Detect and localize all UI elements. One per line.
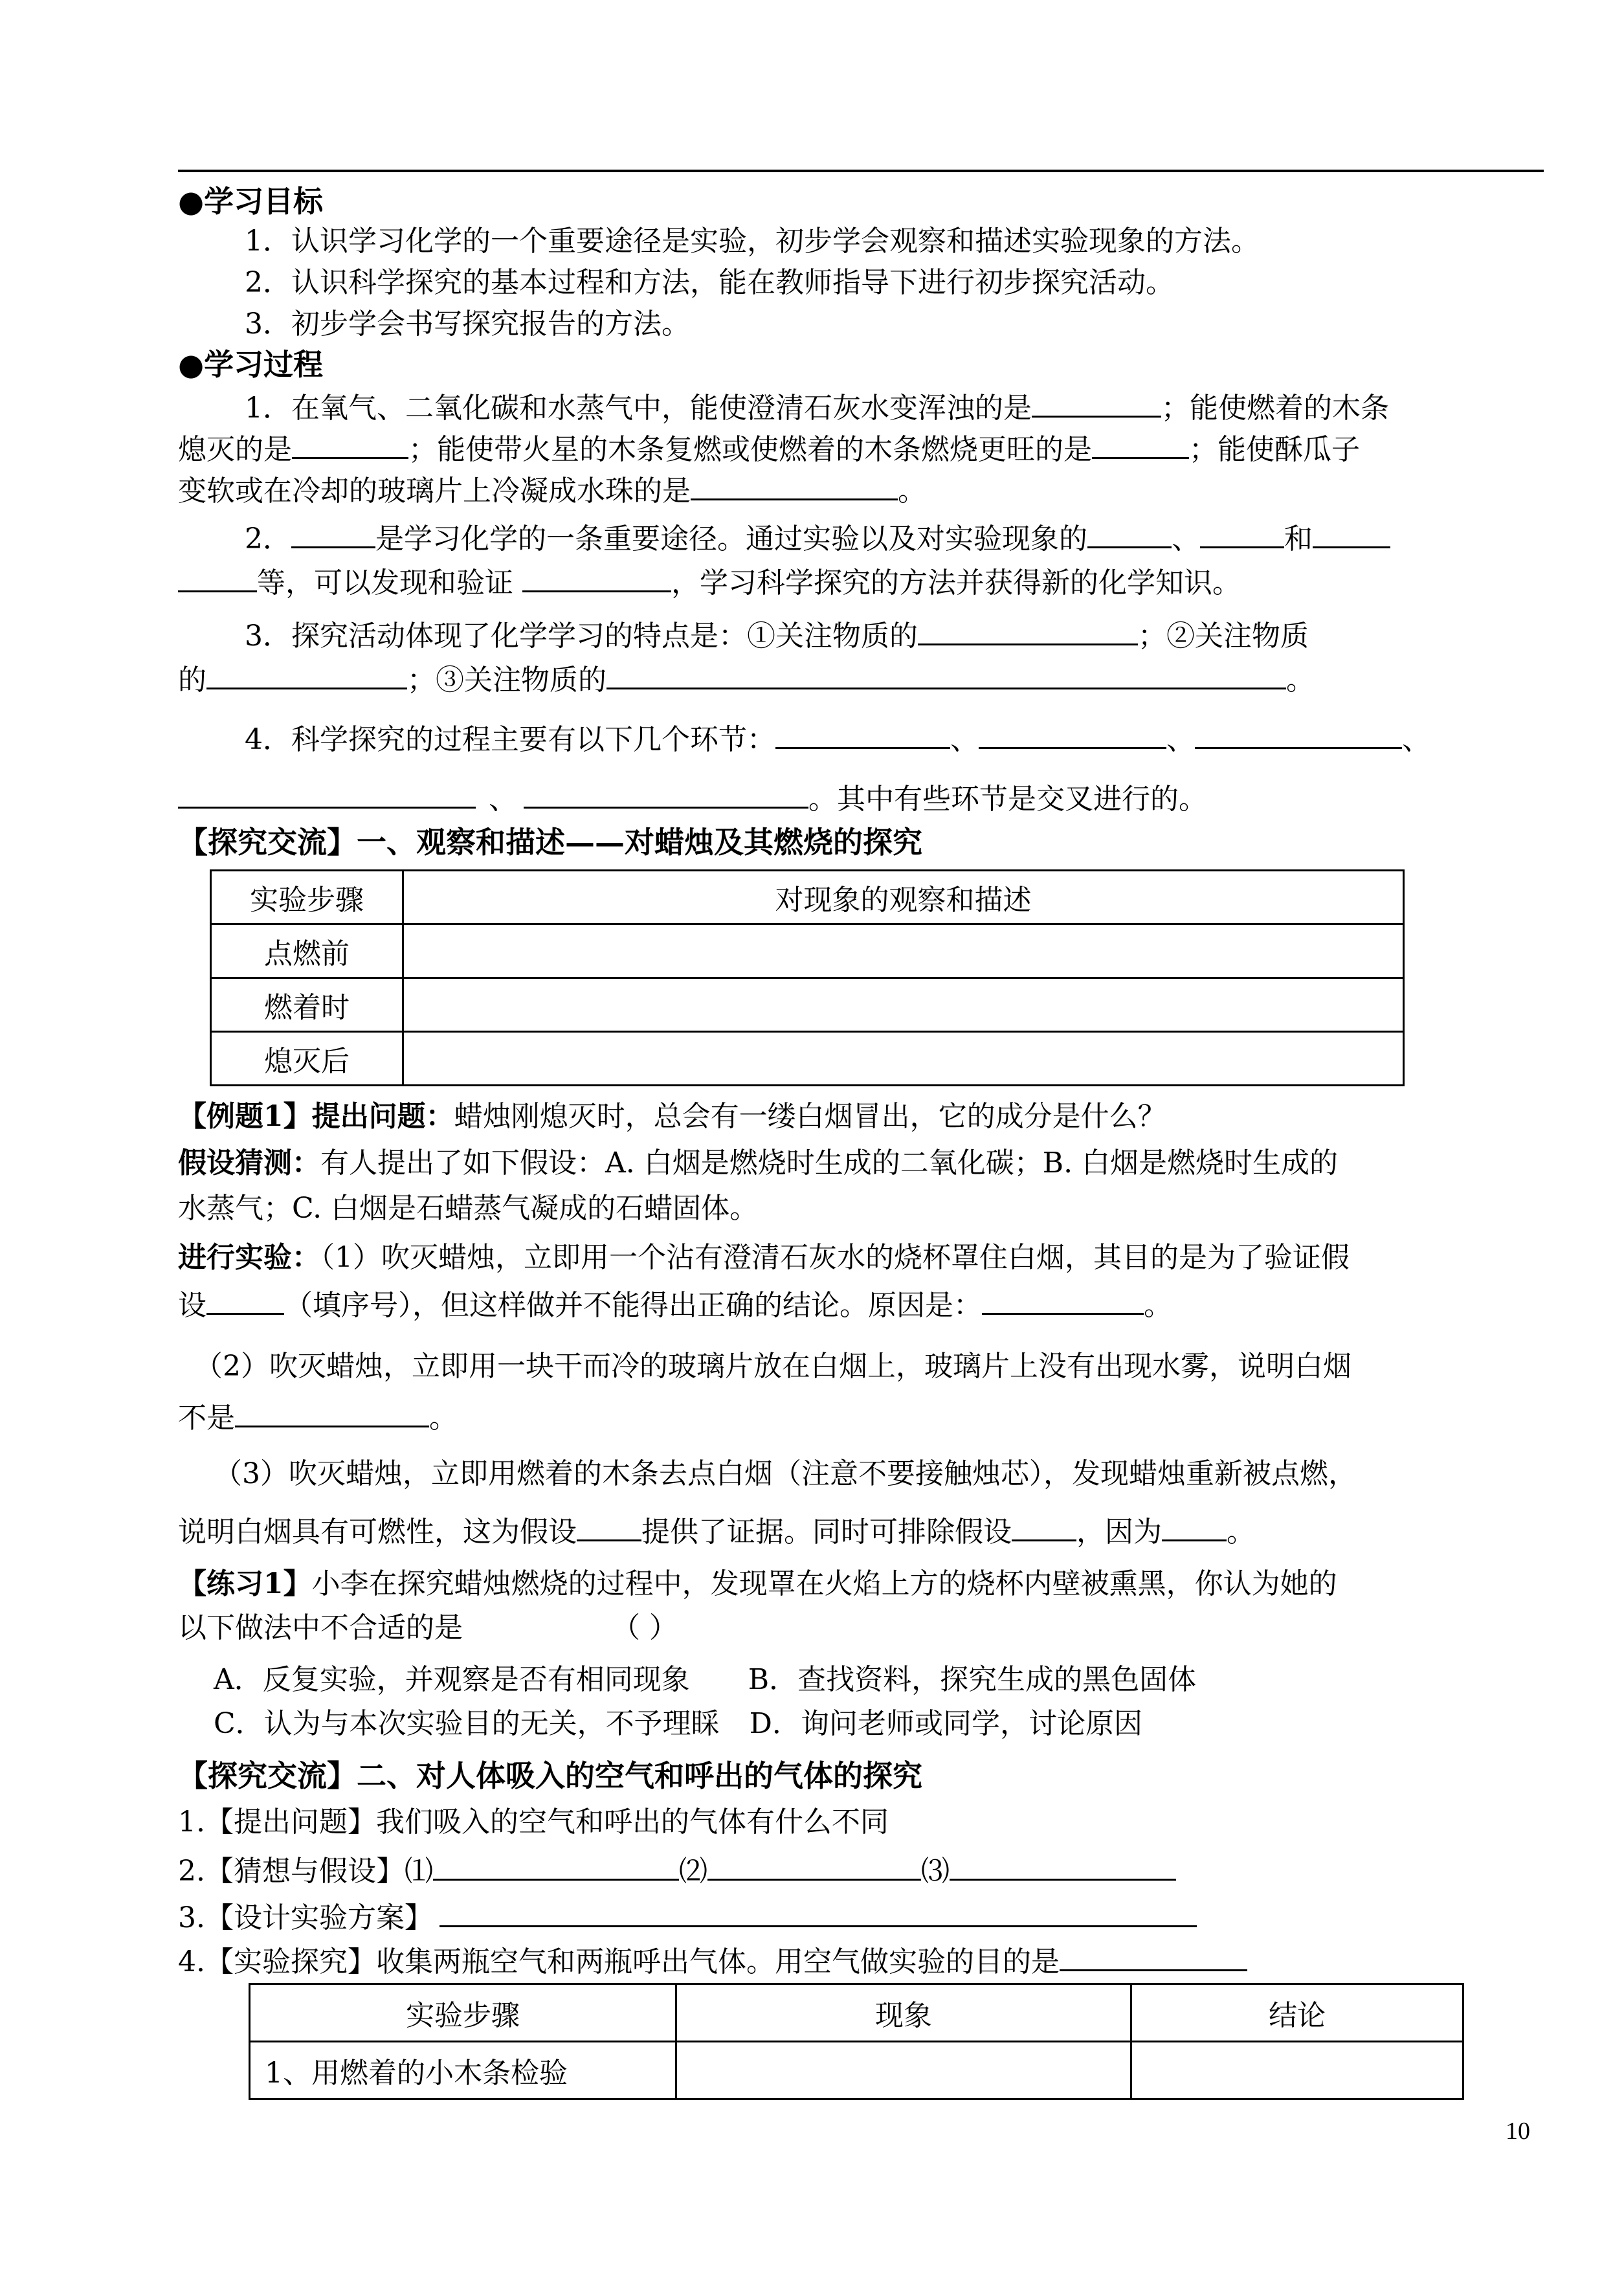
blank[interactable] (1092, 429, 1189, 459)
table-row (211, 924, 1404, 978)
question-2-line-2: 等，可以发现和验证 ，学习科学探究的方法并获得新的化学知识。 (178, 562, 1241, 599)
breath-experiment-table (249, 1983, 1464, 2100)
answer-paren[interactable]: （ ） (612, 1611, 678, 1644)
practice-1-options-2 (214, 1705, 1142, 1743)
option-a[interactable]: A．反复实验，并观察是否有相同现象 (214, 1663, 690, 1696)
blank[interactable] (439, 1897, 1197, 1927)
blank[interactable] (1060, 1941, 1247, 1971)
table-cell-step: 熄灭后 (211, 1032, 403, 1086)
table-cell-answer[interactable] (676, 2042, 1131, 2099)
table-row (250, 2042, 1463, 2099)
table-cell-answer[interactable] (403, 978, 1404, 1032)
example-1-question: 【例题1】提出问题：蜡烛刚熄灭时，总会有一缕白烟冒出，它的成分是什么？ (178, 1100, 1166, 1133)
practice-1-line-2: 以下做法中不合适的是 （ ） (178, 1611, 678, 1644)
blank[interactable] (178, 562, 257, 592)
option-c[interactable]: C．认为与本次实验目的无关，不予理睬 (214, 1707, 720, 1740)
goal-item-1: 1．认识学习化学的一个重要途径是实验，初步学会观察和描述实验现象的方法。 (245, 225, 1260, 258)
table-cell-step: 1、用燃着的小木条检验 (250, 2042, 676, 2099)
question-4-line-1: 4．科学探究的过程主要有以下几个环节： 、 、 、 (245, 719, 1430, 756)
blank[interactable] (433, 1850, 679, 1881)
section-2-step-1: 1.【提出问题】我们吸入的空气和呼出的气体有什么不同 (178, 1806, 889, 1839)
header-rule (178, 170, 1544, 172)
blank[interactable] (950, 1850, 1176, 1881)
question-1-line-2: 熄灭的是 ；能使带火星的木条复燃或使燃着的木条燃烧更旺的是 ；能使酥瓜子 (178, 429, 1360, 466)
table-cell-step: 点燃前 (211, 924, 403, 978)
section-2-step-2: 2.【猜想与假设】⑴ ⑵ ⑶ (178, 1850, 1176, 1888)
table-header-conclusion: 结论 (1131, 1984, 1463, 2042)
example-1-experiment-2-line-2: 不是 。 (178, 1397, 458, 1435)
page-number: 10 (1506, 2118, 1530, 2145)
example-1-experiment-3-line-1: （3）吹灭蜡烛，立即用燃着的木条去点白烟（注意不要接触烛芯），发现蜡烛重新被点燃， (214, 1457, 1357, 1490)
table-cell-answer[interactable] (1131, 2042, 1463, 2099)
blank[interactable] (1200, 518, 1284, 548)
blank[interactable] (206, 1284, 284, 1315)
table-header-step: 实验步骤 (250, 1984, 676, 2042)
table-cell-answer[interactable] (403, 1032, 1404, 1086)
section-1-heading: 【探究交流】一、观察和描述——对蜡烛及其燃烧的探究 (178, 825, 922, 860)
question-4-line-2: 、 。其中有些环节是交叉进行的。 (178, 778, 1207, 816)
goal-item-2: 2．认识科学探究的基本过程和方法，能在教师指导下进行初步探究活动。 (245, 266, 1174, 299)
blank[interactable] (918, 615, 1138, 645)
table-header-step: 实验步骤 (211, 871, 403, 924)
question-3-line-1: 3．探究活动体现了化学学习的特点是：①关注物质的 ；②关注物质 (245, 615, 1309, 653)
section-2-heading: 【探究交流】二、对人体吸入的空气和呼出的气体的探究 (178, 1758, 922, 1793)
blank[interactable] (606, 659, 1286, 689)
observation-table (210, 869, 1405, 1086)
practice-1-line-1: 【练习1】小李在探究蜡烛燃烧的过程中，发现罩在火焰上方的烧杯内壁被熏黑，你认为她的 (178, 1567, 1337, 1600)
example-1-hypothesis-line-1: 假设猜测：有人提出了如下假设：A. 白烟是燃烧时生成的二氧化碳；B. 白烟是燃烧时生成的 (178, 1146, 1339, 1180)
blank[interactable] (292, 429, 408, 459)
table-row (211, 978, 1404, 1032)
blank[interactable] (1195, 719, 1402, 749)
blank[interactable] (577, 1511, 641, 1541)
process-heading: ●学习过程 (178, 347, 324, 382)
blank[interactable] (1162, 1511, 1227, 1541)
blank[interactable] (775, 719, 950, 749)
table-row (211, 1032, 1404, 1086)
example-1-experiment-1-line-1: 进行实验：（1）吹灭蜡烛，立即用一个沾有澄清石灰水的烧杯罩住白烟，其目的是为了验证假 (178, 1241, 1350, 1274)
question-3-line-2: 的 ；③关注物质的 。 (178, 659, 1315, 697)
blank[interactable] (178, 778, 476, 809)
blank[interactable] (235, 1397, 429, 1427)
blank[interactable] (1032, 387, 1161, 418)
blank[interactable] (1313, 518, 1390, 548)
table-row (250, 1984, 1463, 2042)
section-2-step-4: 4.【实验探究】收集两瓶空气和两瓶呼出气体。用空气做实验的目的是 (178, 1941, 1247, 1978)
table-cell-answer[interactable] (403, 924, 1404, 978)
goal-item-3: 3．初步学会书写探究报告的方法。 (245, 308, 690, 341)
table-header-observation: 对现象的观察和描述 (403, 871, 1404, 924)
blank[interactable] (206, 659, 407, 689)
blank[interactable] (522, 562, 671, 592)
goals-heading: ●学习目标 (178, 184, 324, 219)
blank[interactable] (1012, 1511, 1076, 1541)
blank[interactable] (707, 1850, 921, 1881)
practice-1-options-1 (214, 1661, 1196, 1699)
example-1-experiment-3-line-2: 说明白烟具有可燃性，这为假设 提供了证据。同时可排除假设 ，因为 。 (178, 1511, 1255, 1549)
blank[interactable] (291, 518, 375, 548)
blank[interactable] (979, 719, 1166, 749)
option-b[interactable]: B．查找资料，探究生成的黑色固体 (748, 1663, 1197, 1696)
blank[interactable] (982, 1284, 1144, 1315)
blank[interactable] (691, 470, 898, 500)
section-2-step-3: 3.【设计实验方案】 (178, 1897, 1197, 1934)
blank[interactable] (524, 778, 808, 809)
question-2-line-1: 2． 是学习化学的一条重要途径。通过实验以及对实验现象的 、 和 (245, 518, 1390, 555)
table-header-phenomenon: 现象 (676, 1984, 1131, 2042)
option-d[interactable]: D．询问老师或同学，讨论原因 (749, 1707, 1142, 1740)
table-row (211, 871, 1404, 924)
question-1-line-3: 变软或在冷却的玻璃片上冷凝成水珠的是 。 (178, 470, 926, 508)
example-1-experiment-1-line-2: 设 （填序号），但这样做并不能得出正确的结论。原因是： 。 (178, 1284, 1172, 1322)
table-cell-step: 燃着时 (211, 978, 403, 1032)
question-1-line-1: 1．在氧气、二氧化碳和水蒸气中，能使澄清石灰水变浑浊的是 ；能使燃着的木条 (245, 387, 1389, 425)
example-1-hypothesis-line-2: 水蒸气；C. 白烟是石蜡蒸气凝成的石蜡固体。 (178, 1192, 759, 1225)
blank[interactable] (1087, 518, 1172, 548)
example-1-experiment-2-line-1: （2）吹灭蜡烛，立即用一块干而冷的玻璃片放在白烟上，玻璃片上没有出现水雾，说明白烟 (194, 1350, 1351, 1383)
